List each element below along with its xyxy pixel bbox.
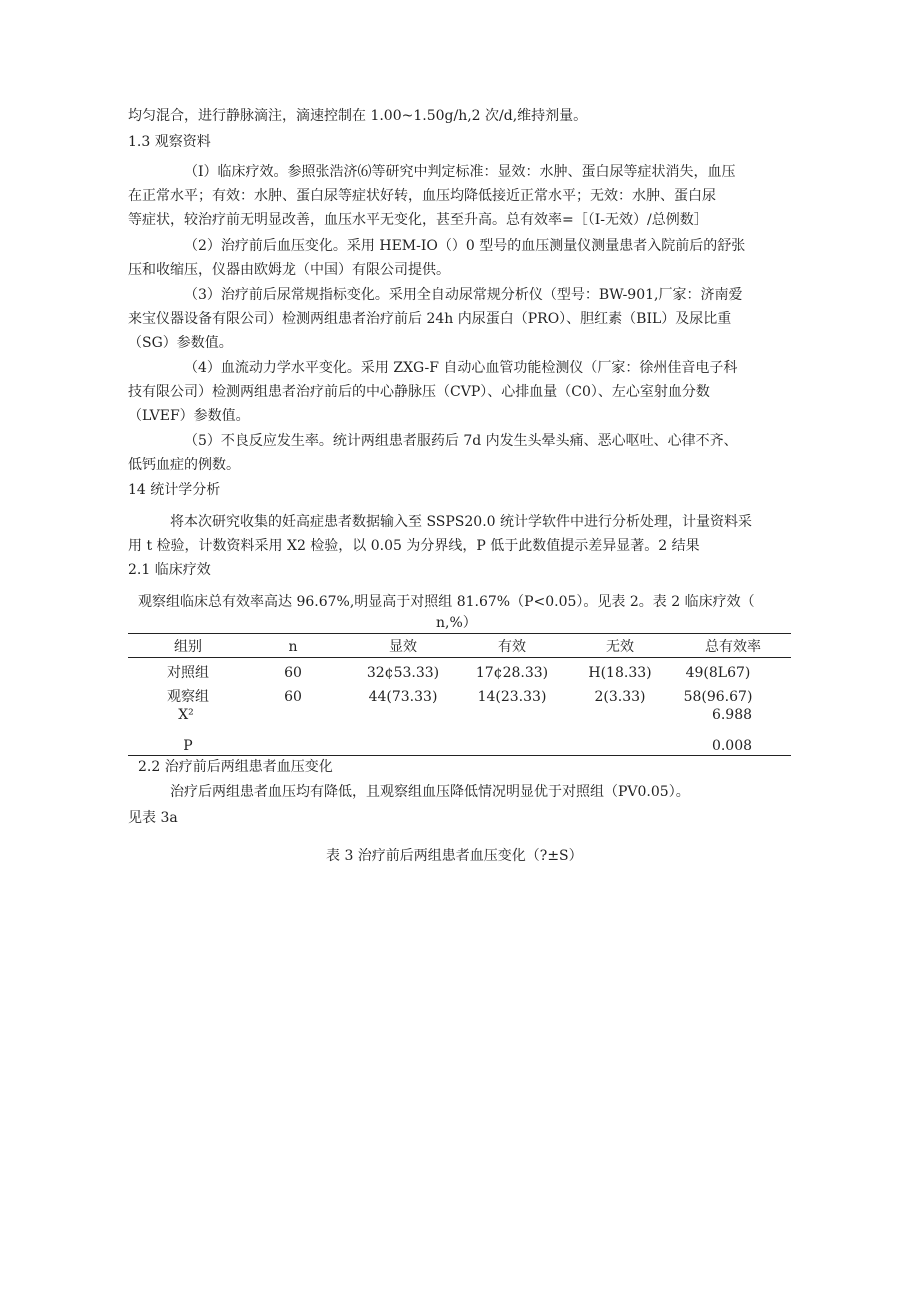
table-row-cell: 17¢28.33) bbox=[475, 665, 549, 681]
table-header-cell: 显效 bbox=[389, 639, 417, 655]
table-row-cell: 观察组 bbox=[167, 689, 209, 705]
table-header-rule bbox=[128, 657, 791, 658]
bp-paragraph-line2: 见表 3a bbox=[128, 810, 178, 826]
item1-line2: 在正常水平；有效：水肿、蛋白尿等症状好转，血压均降低接近正常水平；无效：水肿、蛋白尿 bbox=[128, 188, 716, 204]
table-row-cell: 58(96.67) bbox=[683, 689, 753, 705]
item3-line2: 来宝仪器设备有限公司）检测两组患者治疗前后 24h 内尿蛋白（PRO）、胆红素（BIL）及尿比重 bbox=[128, 311, 732, 327]
table-p-label: P bbox=[183, 738, 193, 754]
table-header-cell: 无效 bbox=[606, 639, 634, 655]
table-bottom-rule bbox=[128, 755, 791, 756]
table-row-cell: 44(73.33) bbox=[368, 689, 438, 705]
table-row-cell: 49(8L67) bbox=[685, 665, 751, 681]
table-row-cell: H(18.33) bbox=[588, 665, 652, 681]
table3-caption: 表 3 治疗前后两组患者血压变化（?±S） bbox=[326, 848, 583, 864]
bp-paragraph-line1: 治疗后两组患者血压均有降低，且观察组血压降低情况明显优于对照组（PV0.05）。 bbox=[170, 784, 690, 800]
table-header-cell: 有效 bbox=[498, 639, 526, 655]
table-row-cell: 60 bbox=[284, 689, 302, 705]
table-row-cell: 对照组 bbox=[167, 665, 209, 681]
item4-line1: （4）血流动力学水平变化。采用 ZXG-F 自动心血管功能检测仪（厂家：徐州佳音电子科 bbox=[184, 360, 738, 376]
table-header-cell: 组别 bbox=[174, 639, 202, 655]
item3-line3: （SG）参数值。 bbox=[128, 335, 233, 351]
item4-line2: 技有限公司）检测两组患者治疗前后的中心静脉压（CVP）、心排血量（C0）、左心室射血分数 bbox=[128, 384, 710, 400]
table2-caption-line2: n,%） bbox=[436, 615, 477, 631]
table-row-cell: 60 bbox=[284, 665, 302, 681]
table-x2-label: X² bbox=[178, 707, 194, 723]
section-heading-2-2: 2.2 治疗前后两组患者血压变化 bbox=[138, 759, 333, 775]
item4-line3: （LVEF）参数值。 bbox=[128, 408, 250, 424]
item3-line1: （3）治疗前后尿常规指标变化。采用全自动尿常规分析仪（型号：BW-901,厂家：济南爱 bbox=[184, 287, 743, 303]
section-heading-1-3: 1.3 观察资料 bbox=[128, 134, 211, 150]
table2-caption-line1: 观察组临床总有效率高达 96.67%,明显高于对照组 81.67%（P<0.05）。见表 2。表 2 临床疗效（ bbox=[138, 594, 755, 610]
item2-line1: （2）治疗前后血压变化。采用 HEM-IO（）0 型号的血压测量仪测量患者入院前后的舒张 bbox=[184, 238, 746, 254]
item2-line2: 压和收缩压，仪器由欧姆龙（中国）有限公司提供。 bbox=[128, 262, 450, 278]
table-x2-value: 6.988 bbox=[711, 707, 753, 723]
table-row-cell: 32¢53.33) bbox=[366, 665, 440, 681]
table-header-cell: n bbox=[288, 639, 298, 655]
item1-line3: 等症状，较治疗前无明显改善，血压水平无变化，甚至升高。总有效率=［（I-无效）/总例数］ bbox=[128, 212, 708, 228]
paragraph-dosage-end: 均匀混合，进行静脉滴注，滴速控制在 1.00~1.50g/h,2 次/d,维持剂量。 bbox=[128, 108, 588, 124]
section-heading-1-4: 14 统计学分析 bbox=[128, 482, 221, 498]
item1-line1: （I）临床疗效。参照张浩济⑹等研究中判定标准：显效：水肿、蛋白尿等症状消失，血压 bbox=[184, 164, 736, 180]
table-top-rule bbox=[128, 633, 791, 634]
table-p-value: 0.008 bbox=[711, 738, 753, 754]
stats-line2: 用 t 检验，计数资料采用 X2 检验，以 0.05 为分界线，P 低于此数值提示差异显著。2 结果 bbox=[128, 538, 700, 554]
table-row-cell: 2(3.33) bbox=[594, 689, 646, 705]
item5-line1: （5）不良反应发生率。统计两组患者服药后 7d 内发生头晕头痛、恶心呕吐、心律不齐、 bbox=[184, 433, 738, 449]
item5-line2: 低钙血症的例数。 bbox=[128, 457, 240, 473]
table-row-cell: 14(23.33) bbox=[477, 689, 547, 705]
stats-line1: 将本次研究收集的妊高症患者数据输入至 SSPS20.0 统计学软件中进行分析处理，计量资料采 bbox=[170, 514, 753, 530]
table-header-cell: 总有效率 bbox=[705, 639, 761, 655]
section-heading-2-1: 2.1 临床疗效 bbox=[128, 562, 211, 578]
